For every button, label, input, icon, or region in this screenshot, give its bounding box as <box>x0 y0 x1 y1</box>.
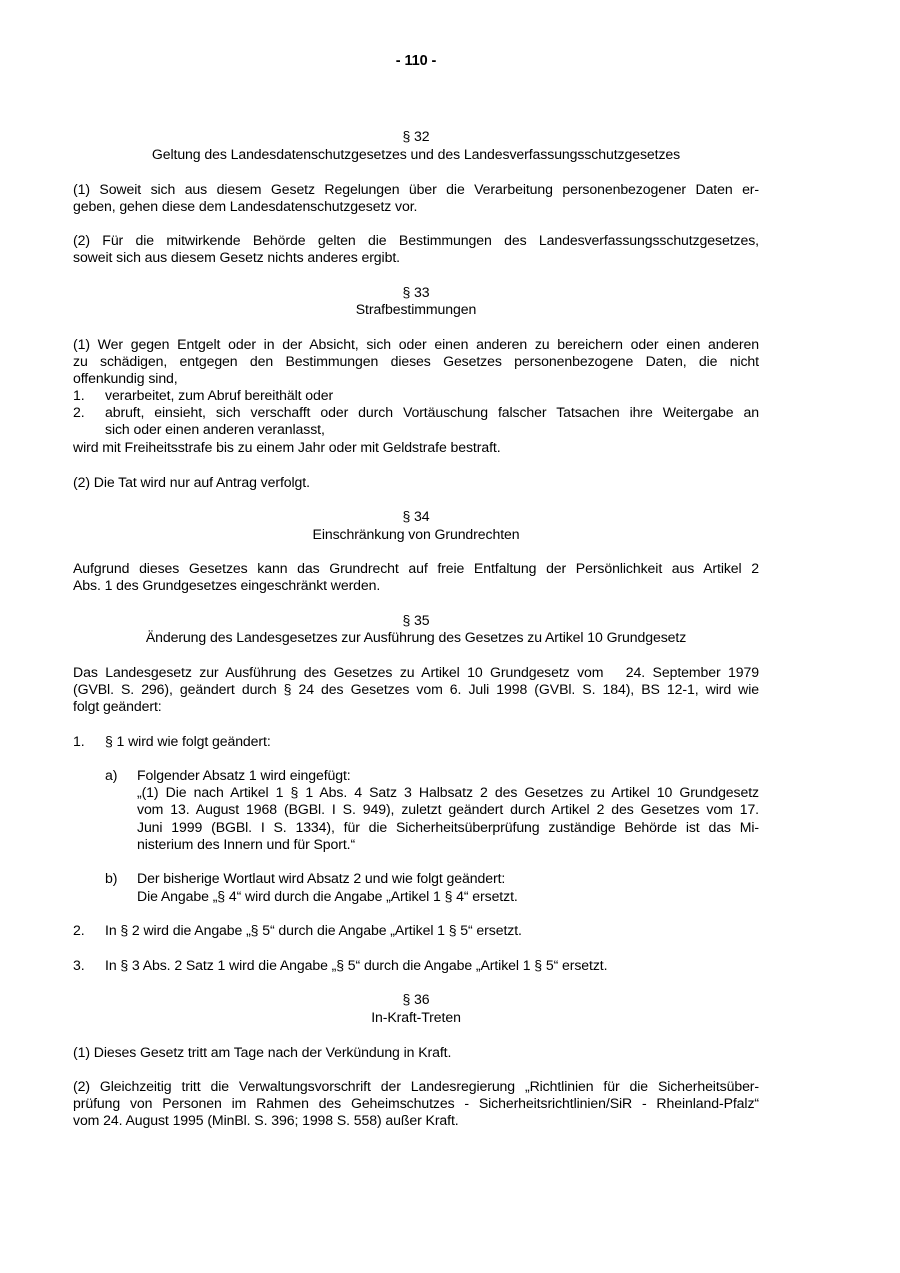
list-item-number: 1. <box>73 733 85 749</box>
section-35-subitem-b <box>105 870 759 887</box>
list-item-text: abruft, einsieht, sich verschafft oder durch Vortäuschung falscher Tatsachen ihre Weitergabe an <box>105 404 759 420</box>
section-32-para2-line1: (2) Für die mitwirkende Behörde gelten die Bestimmungen des Landesverfassungsschutzgesetzes, <box>73 232 759 248</box>
section-34-number: § 34 <box>402 508 430 524</box>
list-item-number: 1. <box>73 387 85 403</box>
section-36-para2-line3: vom 24. August 1995 (MinBl. S. 396; 1998 S. 558) außer Kraft. <box>73 1112 459 1128</box>
section-35-para1-line1: Das Landesgesetz zur Ausführung des Gesetzes zu Artikel 10 Grundgesetz vom 24. September 1979 <box>73 664 759 680</box>
section-34-para1-line1: Aufgrund dieses Gesetzes kann das Grundrecht auf freie Entfaltung der Persönlichkeit aus Artikel 2 <box>73 560 759 576</box>
section-36-para2-line2: prüfung von Personen im Rahmen des Geheimschutzes - Sicherheitsrichtlinien/SiR - Rheinland-Pfalz“ <box>73 1095 759 1111</box>
list-item-text: In § 3 Abs. 2 Satz 1 wird die Angabe „§ 5“ durch die Angabe „Artikel 1 § 5“ ersetzt. <box>105 957 608 973</box>
section-35-list-item-1 <box>73 733 759 750</box>
section-33-list-item-1 <box>73 387 759 404</box>
section-33-para1-line4: wird mit Freiheitsstrafe bis zu einem Jahr oder mit Geldstrafe bestraft. <box>73 439 501 455</box>
list-item-text: § 1 wird wie folgt geändert: <box>105 733 271 749</box>
section-35-subitem-a-line3: vom 13. August 1968 (BGBl. I S. 949), zuletzt geändert durch Artikel 2 des Gesetzes vom 17. <box>137 801 759 817</box>
subitem-text: Der bisherige Wortlaut wird Absatz 2 und wie folgt geändert: <box>137 870 506 886</box>
section-35-list-item-2 <box>73 922 759 939</box>
section-33-list-item-2-continued: sich oder einen anderen veranlasst, <box>105 421 325 437</box>
section-33-para1-line1: (1) Wer gegen Entgelt oder in der Absicht, sich oder einen anderen zu bereichern oder einen anderen <box>73 336 759 352</box>
section-34-para1-line2: Abs. 1 des Grundgesetzes eingeschränkt werden. <box>73 577 381 593</box>
subitem-label: b) <box>105 870 118 886</box>
section-33-number: § 33 <box>402 284 430 300</box>
section-33-para2: (2) Die Tat wird nur auf Antrag verfolgt. <box>73 474 310 490</box>
section-32-para2-line2: soweit sich aus diesem Gesetz nichts anderes ergibt. <box>73 249 400 265</box>
list-item-number: 2. <box>73 922 85 938</box>
section-35-subitem-a-line2: „(1) Die nach Artikel 1 § 1 Abs. 4 Satz 3 Halbsatz 2 des Gesetzes zu Artikel 10 Grundgesetz <box>137 784 759 800</box>
section-36-title: In-Kraft-Treten <box>371 1009 461 1025</box>
section-35-subitem-a-line5: nisterium des Innern und für Sport.“ <box>137 836 356 852</box>
section-35-number: § 35 <box>402 612 430 628</box>
section-32-title: Geltung des Landesdatenschutzgesetzes und des Landesverfassungsschutzgesetzes <box>151 146 681 162</box>
subitem-label: a) <box>105 767 118 783</box>
section-35-subitem-b-line2: Die Angabe „§ 4“ wird durch die Angabe „Artikel 1 § 4“ ersetzt. <box>137 888 518 904</box>
list-item-number: 2. <box>73 404 85 420</box>
section-35-para1-line2: (GVBl. S. 296), geändert durch § 24 des Gesetzes vom 6. Juli 1998 (GVBl. S. 184), BS 12-1, wird wie <box>73 681 759 697</box>
section-35-subitem-a <box>105 767 759 784</box>
section-36-para1: (1) Dieses Gesetz tritt am Tage nach der Verkündung in Kraft. <box>73 1044 452 1060</box>
section-35-list-item-3 <box>73 957 759 974</box>
list-item-text: verarbeitet, zum Abruf bereithält oder <box>105 387 334 403</box>
list-item-text: In § 2 wird die Angabe „§ 5“ durch die Angabe „Artikel 1 § 5“ ersetzt. <box>105 922 522 938</box>
page-number: - 110 - <box>395 53 437 69</box>
section-33-para1-line2: zu schädigen, entgegen den Bestimmungen dieses Gesetzes personenbezogene Daten, die nicht <box>73 353 759 369</box>
section-35-subitem-a-line4: Juni 1999 (BGBl. I S. 1334), für die Sicherheitsüberprüfung zuständige Behörde ist das Mi- <box>137 819 759 835</box>
section-33-title: Strafbestimmungen <box>355 301 477 317</box>
section-36-number: § 36 <box>402 991 430 1007</box>
section-32-para1-line2: geben, gehen diese dem Landesdatenschutzgesetz vor. <box>73 198 418 214</box>
list-item-number: 3. <box>73 957 85 973</box>
section-33-para1-line3: offenkundig sind, <box>73 370 178 386</box>
subitem-text: Folgender Absatz 1 wird eingefügt: <box>137 767 351 783</box>
section-35-title: Änderung des Landesgesetzes zur Ausführung des Gesetzes zu Artikel 10 Grundgesetz <box>145 629 687 645</box>
section-32-para1-line1: (1) Soweit sich aus diesem Gesetz Regelungen über die Verarbeitung personenbezogener Daten er- <box>73 181 759 197</box>
section-34-title: Einschränkung von Grundrechten <box>312 526 520 542</box>
section-32-number: § 32 <box>402 128 430 144</box>
section-35-para1-line3: folgt geändert: <box>73 698 162 714</box>
section-33-list-item-2 <box>73 404 759 421</box>
section-36-para2-line1: (2) Gleichzeitig tritt die Verwaltungsvorschrift der Landesregierung „Richtlinien für die Sicherheitsüber- <box>73 1078 759 1094</box>
